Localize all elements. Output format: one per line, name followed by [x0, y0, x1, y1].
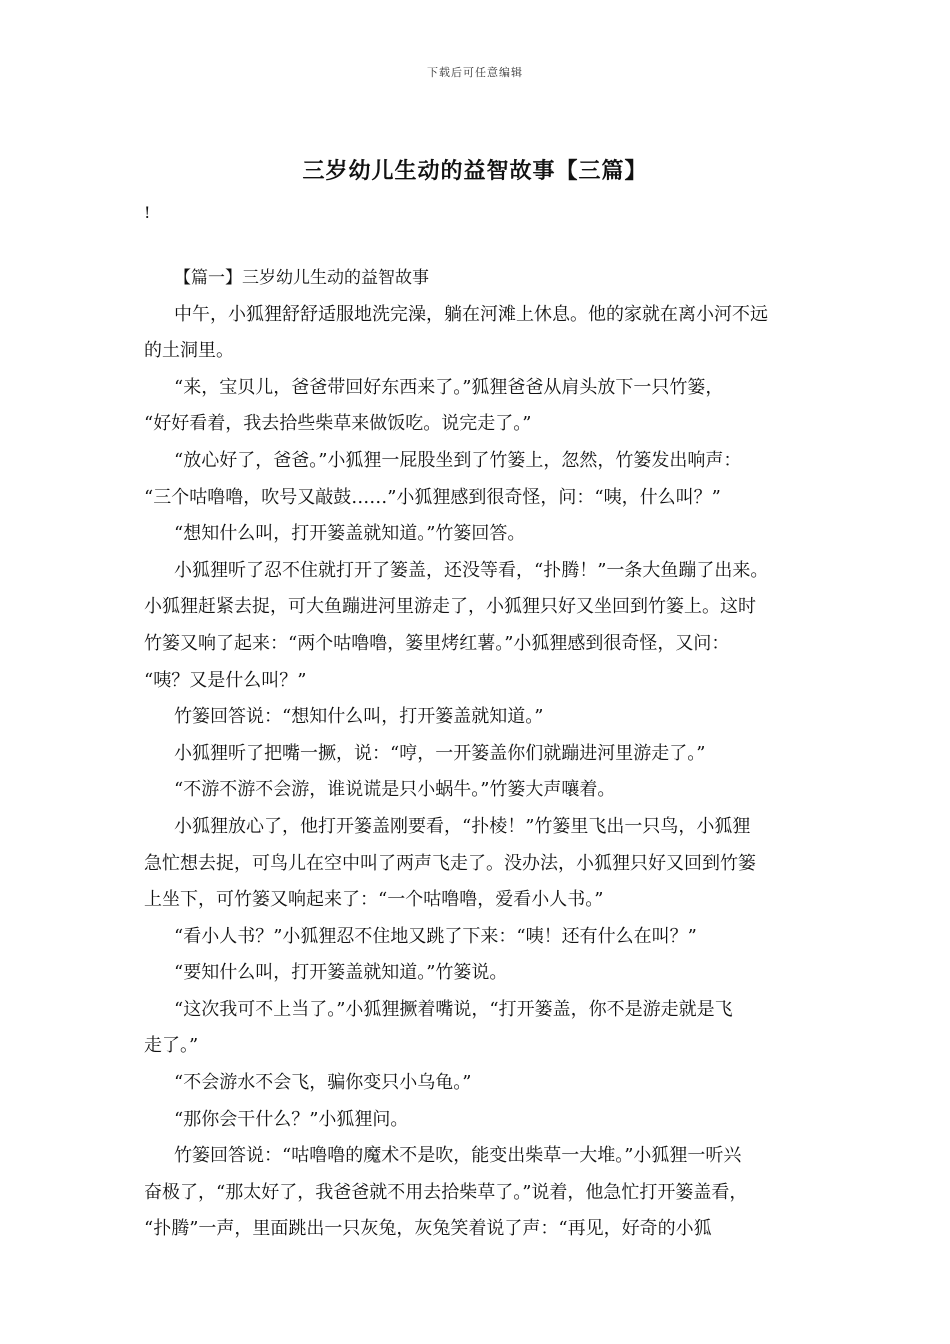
paragraph-line: 小狐狸听了把嘴一撅，说：“哼，一开篓盖你们就蹦进河里游走了。”: [174, 742, 706, 764]
paragraph-line: “三个咕噜噜，吹号又敲鼓……”小狐狸感到很奇怪，问：“咦，什么叫？”: [144, 486, 721, 508]
paragraph-line: “看小人书？”小狐狸忍不住地又跳了下来：“咦！还有什么在叫？”: [174, 925, 697, 947]
paragraph-line: “不游不游不会游，谁说谎是只小蜗牛。”竹篓大声嚷着。: [174, 779, 616, 801]
paragraph-line: 中午，小狐狸舒舒适服地洗完澡，躺在河滩上休息。他的家就在离小河不远: [174, 303, 768, 325]
section-heading: 【篇一】三岁幼儿生动的益智故事: [174, 268, 429, 288]
paragraph-line: “来，宝贝儿，爸爸带回好东西来了。”狐狸爸爸从肩头放下一只竹篓，: [174, 376, 724, 398]
paragraph-line: 竹篓又响了起来：“两个咕噜噜，篓里烤红薯。”小狐狸感到很奇怪，又问：: [144, 632, 730, 654]
paragraph-line: “扑腾”一声，里面跳出一只灰兔，灰兔笑着说了声：“再见，好奇的小狐: [144, 1218, 712, 1240]
paragraph-line: 小狐狸听了忍不住就打开了篓盖，还没等看，“扑腾！”一条大鱼蹦了出来。: [174, 559, 769, 581]
paragraph-line: “好好看着，我去拾些柴草来做饭吃。说完走了。”: [144, 413, 532, 435]
paragraph-line: 竹篓回答说：“想知什么叫，打开篓盖就知道。”: [174, 706, 544, 728]
page-header-note: 下载后可任意编辑: [427, 66, 523, 79]
paragraph-line: 奋极了，“那太好了，我爸爸就不用去拾柴草了。”说着，他急忙打开篓盖看，: [144, 1181, 748, 1203]
paragraph-line: 上坐下，可竹篓又响起来了：“一个咕噜噜，爱看小人书。”: [144, 889, 604, 911]
paragraph-line: 走了。”: [144, 1035, 199, 1057]
story-body: [144, 260, 824, 1248]
paragraph-line: “咦？又是什么叫？”: [144, 669, 307, 691]
paragraph-line: “那你会干什么？”小狐狸问。: [174, 1108, 409, 1130]
paragraph-line: “不会游水不会飞，骗你变只小乌龟。”: [174, 1072, 472, 1094]
exclamation-mark: !: [144, 203, 151, 222]
paragraph-line: “这次我可不上当了。”小狐狸撅着嘴说，“打开篓盖，你不是游走就是飞: [174, 998, 733, 1020]
paragraph-line: “想知什么叫，打开篓盖就知道。”竹篓回答。: [174, 523, 526, 545]
paragraph-line: “放心好了，爸爸。”小狐狸一屁股坐到了竹篓上，忽然，竹篓发出响声：: [174, 449, 742, 471]
document-title: 三岁幼儿生动的益智故事【三篇】: [302, 158, 648, 184]
paragraph-line: 小狐狸赶紧去捉，可大鱼蹦进河里游走了，小狐狸只好又坐回到竹篓上。这时: [144, 596, 756, 618]
paragraph-line: 竹篓回答说：“咕噜噜的魔术不是吹，能变出柴草一大堆。”小狐狸一听兴: [174, 1145, 742, 1167]
paragraph-line: 小狐狸放心了，他打开篓盖刚要看，“扑棱！”竹篓里飞出一只鸟，小狐狸: [174, 815, 751, 837]
paragraph-line: 的土洞里。: [144, 340, 234, 362]
paragraph-line: 急忙想去捉，可鸟儿在空中叫了两声飞走了。没办法，小狐狸只好又回到竹篓: [144, 852, 756, 874]
paragraph-line: “要知什么叫，打开篓盖就知道。”竹篓说。: [174, 962, 508, 984]
